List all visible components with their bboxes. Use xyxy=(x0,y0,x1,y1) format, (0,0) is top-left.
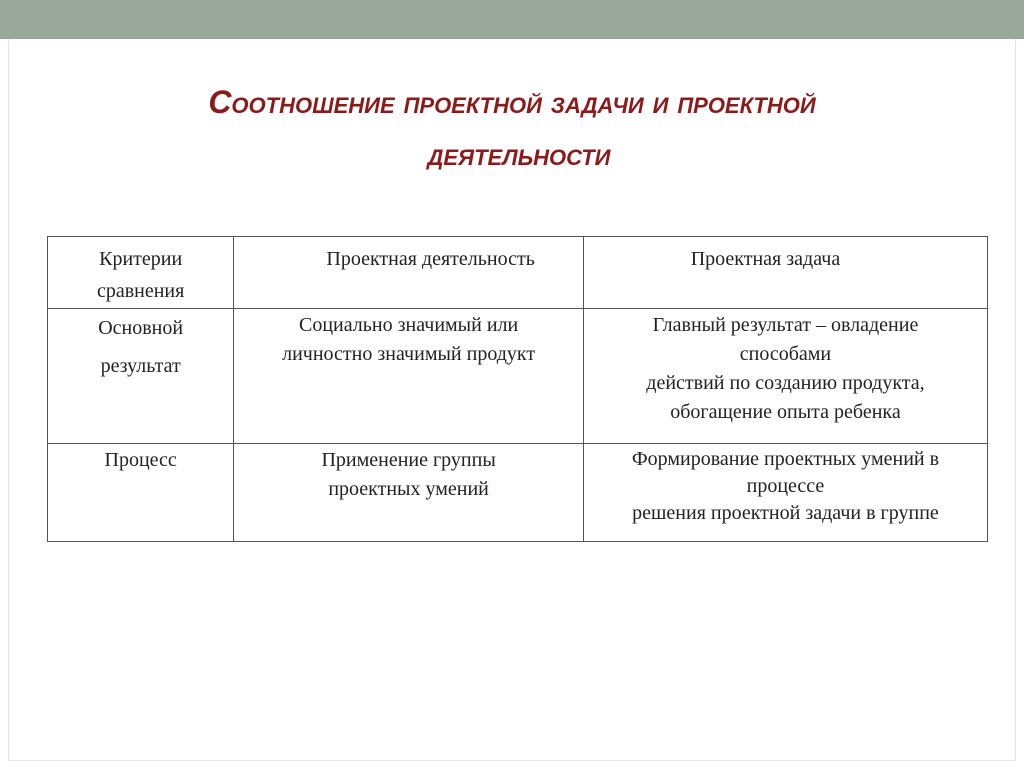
header-line: Проектная задача xyxy=(690,248,841,270)
header-line: Проектная деятельность xyxy=(326,248,535,270)
cell-line: Главный результат – овладение xyxy=(652,314,919,336)
title-line-1: Соотношение проектной задачи и проектной xyxy=(208,84,816,120)
cell-line: способами xyxy=(739,343,832,365)
cell-line: Применение группы xyxy=(321,449,496,471)
row-criterion xyxy=(48,309,234,444)
row-task xyxy=(583,444,987,542)
cell-line: обогащение опыта ребенка xyxy=(670,401,901,423)
table-header-row xyxy=(48,237,988,309)
cell-line: процессе xyxy=(746,475,825,497)
header-task xyxy=(583,237,987,309)
cell-line: Социально значимый или xyxy=(298,314,519,336)
cell-line: результат xyxy=(100,355,181,377)
table-row xyxy=(48,309,988,444)
row-activity xyxy=(234,309,584,444)
row-task xyxy=(583,309,987,444)
header-activity xyxy=(234,237,584,309)
cell-line: личностно значимый продукт xyxy=(282,343,536,365)
cell-line: проектных умений xyxy=(328,478,489,500)
header-criteria xyxy=(48,237,234,309)
top-bar xyxy=(0,0,1024,39)
cell-line: Процесс xyxy=(104,449,177,471)
cell-line: Формирование проектных умений в xyxy=(631,448,940,470)
comparison-table xyxy=(47,236,988,542)
title-line-2: деятельности xyxy=(427,136,611,172)
header-line: сравнения xyxy=(96,280,185,302)
slide-title xyxy=(0,76,1024,180)
header-line: Критерии xyxy=(99,248,183,270)
cell-line: решения проектной задачи в группе xyxy=(632,502,939,524)
cell-line: Основной xyxy=(98,317,184,339)
row-criterion xyxy=(48,444,234,542)
table-row xyxy=(48,444,988,542)
row-activity xyxy=(234,444,584,542)
cell-line: действий по созданию продукта, xyxy=(646,372,925,394)
